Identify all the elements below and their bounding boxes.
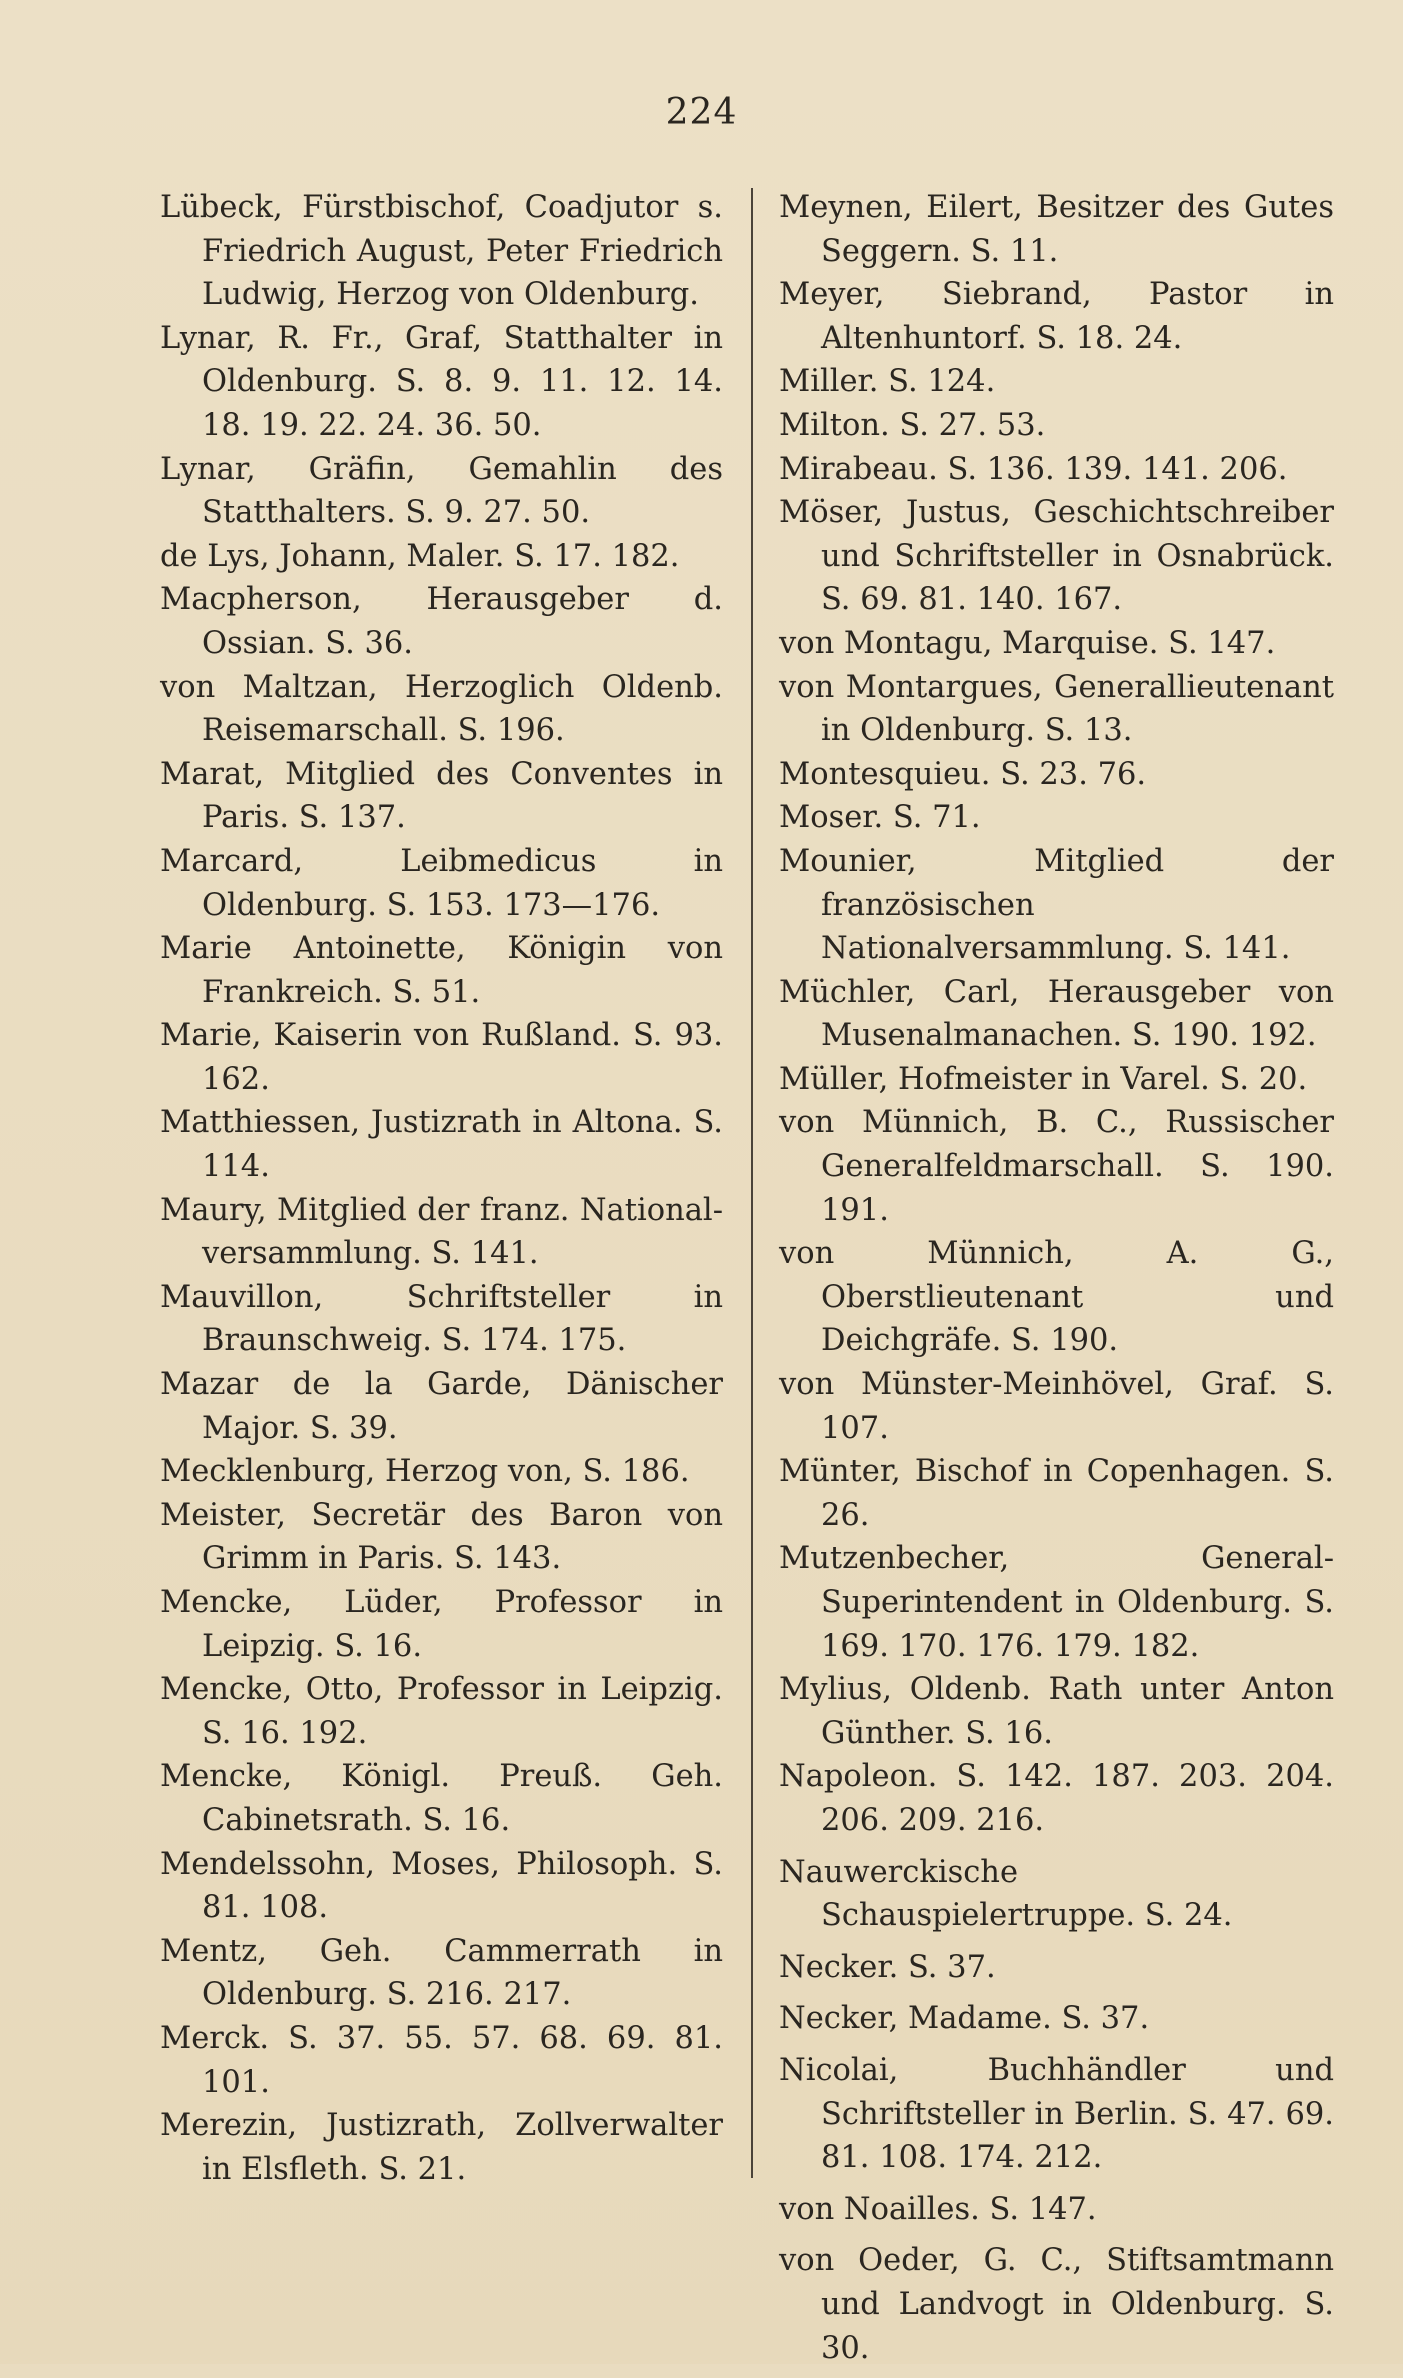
index-entry: von Noailles. S. 147.: [779, 2191, 1097, 2227]
index-column-right: [779, 186, 1334, 2378]
index-entry: Nauwerckische Schauspielertruppe. S. 24.: [779, 1854, 1233, 1934]
index-entry: Mazar de la Garde, Dänischer Major. S. 39.: [160, 1367, 723, 1446]
index-entry: Merck. S. 37. 55. 57. 68. 69. 81. 101.: [160, 2020, 723, 2100]
index-entry: Napoleon. S. 142. 187. 203. 204. 206. 209. 216.: [779, 1759, 1334, 1838]
page-number: 224: [665, 92, 738, 133]
index-entry: Meyer, Siebrand, Pastor in Altenhuntorf. S. 18. 24.: [779, 277, 1334, 356]
index-entry: von Oeder, G. C., Stiftsamtmann und Landvogt in Oldenburg. S. 30.: [779, 2243, 1334, 2366]
index-entry: Nicolai, Buchhändler und Schriftsteller in Berlin. S. 47. 69. 81. 108. 174. 212.: [779, 2052, 1334, 2176]
index-entry: Mencke, Königl. Preuß. Geh. Cabinetsrath. S. 16.: [160, 1759, 723, 1838]
index-entry: Matthiessen, Justizrath in Altona. S. 114.: [160, 1105, 723, 1185]
index-entry: von Montargues, Generallieutenant in Oldenburg. S. 13.: [779, 669, 1334, 749]
index-entry: Mentz, Geh. Cammerrath in Oldenburg. S. 216. 217.: [160, 1933, 723, 2013]
index-entry: Mecklenburg, Herzog von, S. 186.: [160, 1454, 690, 1490]
index-entry: Mylius, Oldenb. Rath unter Anton Günther. S. 16.: [779, 1672, 1334, 1751]
index-entry: von Münnich, B. C., Russischer Generalfeldmarschall. S. 190. 191.: [779, 1105, 1334, 1228]
index-entry: Lübeck, Fürstbischof, Coadjutor s. Friedrich August, Peter Friedrich Ludwig, Herzog von Oldenburg.: [160, 190, 723, 313]
index-entry: Meister, Secretär des Baron von Grimm in Paris. S. 143.: [160, 1497, 723, 1577]
index-entry: Marie, Kaiserin von Rußland. S. 93. 162.: [160, 1018, 723, 1097]
index-entry: Merezin, Justizrath, Zollverwalter in Elsfleth. S. 21.: [160, 2108, 723, 2187]
index-entry: Müchler, Carl, Herausgeber von Musenalmanachen. S. 190. 192.: [779, 974, 1334, 1054]
index-entry: Macpherson, Herausgeber d. Ossian. S. 36.: [160, 582, 723, 661]
index-entry: Maury, Mitglied der franz. National-versammlung. S. 141.: [160, 1192, 723, 1272]
index-entry: von Maltzan, Herzoglich Oldenb. Reisemarschall. S. 196.: [160, 669, 723, 749]
index-entry: Mutzenbecher, General-Superintendent in Oldenburg. S. 169. 170. 176. 179. 182.: [779, 1541, 1334, 1664]
index-entry: Marcard, Leibmedicus in Oldenburg. S. 153. 173—176.: [160, 843, 723, 923]
index-entry: von Montagu, Marquise. S. 147.: [779, 625, 1276, 661]
index-column-left: [160, 186, 723, 2191]
index-entry: Lynar, R. Fr., Graf, Statthalter in Oldenburg. S. 8. 9. 11. 12. 14. 18. 19. 22. 24. 36. 50.: [160, 320, 723, 443]
index-entry: Milton. S. 27. 53.: [779, 407, 1046, 443]
index-entry: von Münnich, A. G., Oberstlieutenant und Deichgräfe. S. 190.: [779, 1236, 1334, 1359]
index-entry: Marie Antoinette, Königin von Frankreich. S. 51.: [160, 931, 723, 1010]
index-entry: Miller. S. 124.: [779, 364, 996, 400]
index-entry: Moser. S. 71.: [779, 800, 981, 836]
index-entry: Marat, Mitglied des Conventes in Paris. S. 137.: [160, 756, 723, 836]
index-entry: Möser, Justus, Geschichtschreiber und Schriftsteller in Osnabrück. S. 69. 81. 140. 167.: [779, 495, 1334, 618]
index-entry: Necker, Madame. S. 37.: [779, 2001, 1150, 2037]
index-entry: Münter, Bischof in Copenhagen. S. 26.: [779, 1454, 1334, 1533]
index-entry: Mendelssohn, Moses, Philosoph. S. 81. 108.: [160, 1846, 723, 1926]
index-entry: Montesquieu. S. 23. 76.: [779, 756, 1147, 792]
index-entry: Mencke, Lüder, Professor in Leipzig. S. 16.: [160, 1585, 723, 1664]
index-entry: Mauvillon, Schriftsteller in Braunschweig. S. 174. 175.: [160, 1279, 723, 1359]
index-entry: Mencke, Otto, Professor in Leipzig. S. 16. 192.: [160, 1672, 723, 1751]
index-entry: Mounier, Mitglied der französischen Nationalversammlung. S. 141.: [779, 843, 1334, 967]
index-entry: Lynar, Gräfin, Gemahlin des Statthalters. S. 9. 27. 50.: [160, 451, 723, 531]
index-entry: Necker. S. 37.: [779, 1949, 996, 1985]
index-entry: de Lys, Johann, Maler. S. 17. 182.: [160, 538, 680, 574]
index-entry: Mirabeau. S. 136. 139. 141. 206.: [779, 451, 1288, 487]
index-entry: Müller, Hofmeister in Varel. S. 20.: [779, 1061, 1308, 1097]
index-entry: von Münster-Meinhövel, Graf. S. 107.: [779, 1367, 1334, 1446]
index-entry: Meynen, Eilert, Besitzer des Gutes Seggern. S. 11.: [779, 190, 1334, 269]
column-divider: [751, 188, 753, 2178]
